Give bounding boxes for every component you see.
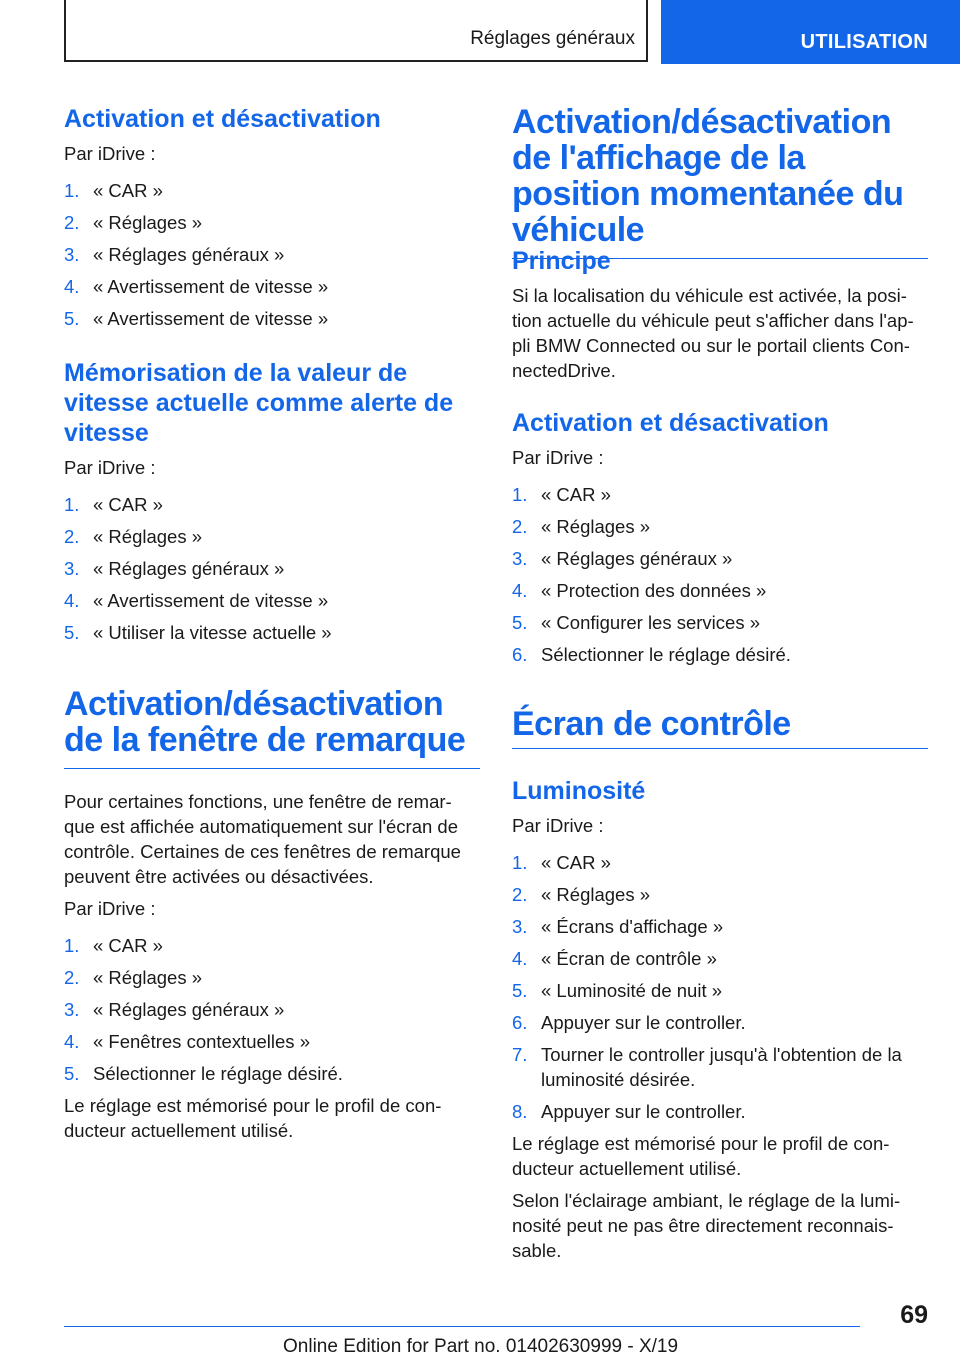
body-text: Si la localisation du véhicule est activée, la posi-tion actuelle du véhicule peut s'afficher dans l'ap-pli BMW Connected ou sur le portail clients Con-nectedDrive. xyxy=(512,285,914,381)
intro-text: Par iDrive : xyxy=(64,457,156,478)
page-number: 69 xyxy=(900,1301,928,1329)
header-section-title: Réglages généraux xyxy=(470,28,635,49)
title-rule xyxy=(512,748,928,749)
list-item: 4. « Protection des données » xyxy=(512,580,767,601)
list-item: 4. « Avertissement de vitesse » xyxy=(64,276,329,297)
section-title: Mémorisation de la valeur de vitesse actuelle comme alerte de vitesse xyxy=(64,359,454,447)
intro-text: Par iDrive : xyxy=(64,898,156,919)
list-item: 1. « CAR » xyxy=(512,484,611,505)
list-item: 4. « Écran de contrôle » xyxy=(512,948,717,969)
intro-text: Par iDrive : xyxy=(512,815,604,836)
list-item: 5. « Avertissement de vitesse » xyxy=(64,308,329,329)
list-item: 8. Appuyer sur le controller. xyxy=(512,1101,746,1122)
header-chapter-tab xyxy=(661,0,960,64)
list-item: 3. « Réglages généraux » xyxy=(64,999,285,1020)
steps-list xyxy=(512,850,928,1124)
list-item: 7. Tourner le controller jusqu'à l'obtention de la luminosité désirée. xyxy=(512,1044,902,1090)
list-item: 2. « Réglages » xyxy=(64,212,203,233)
steps-list xyxy=(64,933,480,1086)
list-item: 6. Sélectionner le réglage désiré. xyxy=(512,644,791,665)
section-control-display xyxy=(512,706,928,749)
chapter-title: Écran de contrôle xyxy=(512,705,791,743)
title-rule xyxy=(64,768,480,769)
section-activation-position xyxy=(512,408,928,674)
section-title: Activation et désactivation xyxy=(64,105,381,133)
section-remark-window xyxy=(64,686,480,1143)
list-item: 1. « CAR » xyxy=(64,494,163,515)
steps-list xyxy=(64,178,480,331)
footer-rule xyxy=(64,1326,860,1327)
list-item: 3. « Réglages généraux » xyxy=(64,244,285,265)
section-principle xyxy=(512,246,928,383)
intro-text: Par iDrive : xyxy=(64,143,156,164)
chapter-title: Activation/désactivation de l'affichage de la position momentanée du véhicule xyxy=(512,103,904,249)
steps-list xyxy=(64,492,480,645)
header-chapter-label: UTILISATION xyxy=(800,31,928,53)
footer-edition: Online Edition for Part no. 01402630999 - X/19 xyxy=(283,1336,679,1357)
section-title: Luminosité xyxy=(512,777,646,805)
outro-text-2: Selon l'éclairage ambiant, le réglage de la lumi-nosité peut ne pas être directement reconnais-sable. xyxy=(512,1190,901,1261)
list-item: 3. « Écrans d'affichage » xyxy=(512,916,724,937)
outro-text: Le réglage est mémorisé pour le profil de con-ducteur actuellement utilisé. xyxy=(64,1095,442,1141)
list-item: 1. « CAR » xyxy=(64,935,163,956)
section-title: Activation et désactivation xyxy=(512,409,829,437)
steps-list xyxy=(512,482,928,667)
list-item: 5. Sélectionner le réglage désiré. xyxy=(64,1063,343,1084)
list-item: 2. « Réglages » xyxy=(512,884,651,905)
list-item: 5. « Configurer les services » xyxy=(512,612,761,633)
list-item: 4. « Avertissement de vitesse » xyxy=(64,590,329,611)
list-item: 2. « Réglages » xyxy=(512,516,651,537)
section-activation-speed xyxy=(64,104,480,338)
list-item: 2. « Réglages » xyxy=(64,526,203,547)
section-brightness xyxy=(512,776,928,1263)
list-item: 2. « Réglages » xyxy=(64,967,203,988)
list-item: 1. « CAR » xyxy=(64,180,163,201)
section-memorize-speed xyxy=(64,358,480,652)
intro-text: Par iDrive : xyxy=(512,447,604,468)
outro-text: Le réglage est mémorisé pour le profil de con-ducteur actuellement utilisé. xyxy=(512,1133,890,1179)
body-text: Pour certaines fonctions, une fenêtre de remar-que est affichée automatiquement sur l'écran de contrôle. Certaines de ces fenêtres de remarque peuvent être activées ou désactivées. xyxy=(64,791,461,887)
section-title: Principe xyxy=(512,247,611,275)
list-item: 3. « Réglages généraux » xyxy=(512,548,733,569)
list-item: 3. « Réglages généraux » xyxy=(64,558,285,579)
list-item: 5. « Luminosité de nuit » xyxy=(512,980,723,1001)
list-item: 4. « Fenêtres contextuelles » xyxy=(64,1031,310,1052)
chapter-title: Activation/désactivation de la fenêtre de remarque xyxy=(64,685,466,759)
section-position-display xyxy=(512,104,928,259)
list-item: 1. « CAR » xyxy=(512,852,611,873)
list-item: 6. Appuyer sur le controller. xyxy=(512,1012,746,1033)
list-item: 5. « Utiliser la vitesse actuelle » xyxy=(64,622,332,643)
